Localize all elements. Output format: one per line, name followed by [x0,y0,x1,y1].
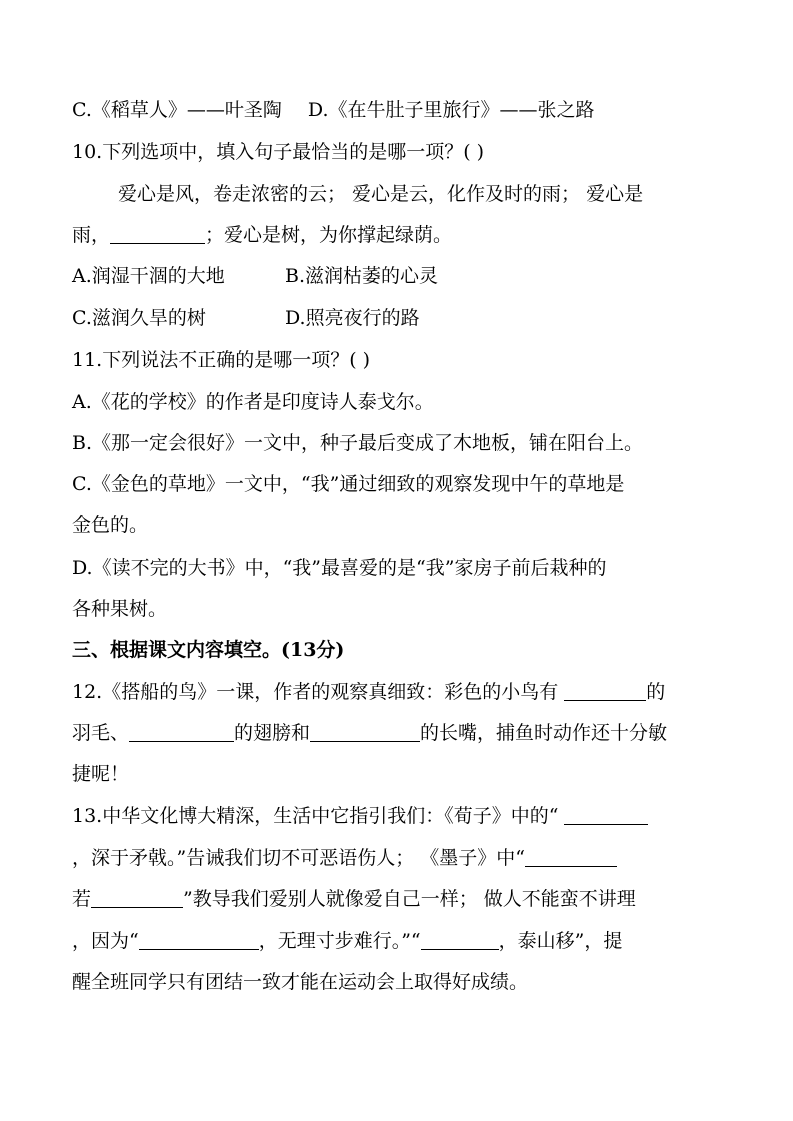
q9-option-c: C.《稻草人》——叶圣陶 [72,99,282,121]
q12-line2-b: 的翅膀和 [234,722,311,744]
q11-option-b: B.《那一定会很好》一文中，种子最后变成了木地板，铺在阳台上。 [72,432,644,454]
q13-line3-a: 若 [72,888,92,910]
section3-heading: 三、根据课文内容填空。(13分) [72,639,345,661]
q13-blank-5[interactable] [421,931,499,950]
q13-blank-3[interactable] [91,889,183,908]
q13-blank-1[interactable] [564,806,648,825]
q11-option-d-line1: D.《读不完的大书》中，“我”最喜爱的是“我”家房子前后栽种的 [72,557,607,579]
q12-line1-a: 12.《搭船的鸟》一课，作者的观察真细致：彩色的小鸟有 [72,681,559,703]
q10-option-a: A.润湿干涸的大地 [72,265,225,287]
q13-line1-a: 13.中华文化博大精深，生活中它指引我们：《荀子》中的“ [72,805,559,827]
q13-line5: 醒全班同学只有团结一致才能在运动会上取得好成绩。 [72,971,529,993]
q12-line1-b: 的 [646,681,666,703]
q9-options-cd [72,98,595,122]
q11-stem: 11.下列说法不正确的是哪一项？( ) [72,349,371,371]
q12-line2-a: 羽毛、 [72,722,130,744]
q11-option-c-line2: 金色的。 [72,514,149,536]
q10-option-b: B.滋润枯萎的心灵 [285,265,439,287]
q10-option-d: D.照亮夜行的路 [285,307,420,329]
q10-passage-line2-b: ；爱心是树，为你撑起绿荫。 [205,224,453,246]
q10-passage-line1: 爱心是风，卷走浓密的云； 爱心是云，化作及时的雨； 爱心是 [118,183,644,205]
q13-blank-4[interactable] [139,931,259,950]
q10-stem: 10.下列选项中，填入句子最恰当的是哪一项？( ) [72,141,485,163]
q10-option-c: C.滋润久旱的树 [72,307,206,329]
q10-passage-line2-a: 雨， [72,224,111,246]
q11-option-d-line2: 各种果树。 [72,598,168,620]
q12-blank-2[interactable] [129,723,234,742]
q13-line2-text: ，深于矛戟。”告诫我们切不可恶语伤人； 《墨子》中“ [72,847,525,869]
q12-line1 [72,680,665,704]
q13-line3 [72,887,636,911]
q11-option-a: A.《花的学校》的作者是印度诗人泰戈尔。 [72,391,434,413]
q12-blank-3[interactable] [310,723,420,742]
q10-passage-line2 [72,223,452,247]
q13-line4-a: ，因为“ [72,930,139,952]
q13-line3-b: ”教导我们爱别人就像爱自己一样； 做人不能蛮不讲理 [183,888,636,910]
q13-line1 [72,804,648,828]
q13-blank-2[interactable] [525,848,617,867]
q12-line2-c: 的长嘴，捕鱼时动作还十分敏 [420,722,668,744]
q10-fill-blank[interactable] [110,225,205,244]
q13-line2 [72,846,617,870]
q13-line4-c: ，泰山移”，提 [498,930,623,952]
q12-line2 [72,721,667,745]
q11-option-c-line1: C.《金色的草地》一文中，“我”通过细致的观察发现中午的草地是 [72,473,625,495]
q12-line3: 捷呢！ [72,763,130,785]
q9-option-d: D.《在牛肚子里旅行》——张之路 [307,99,595,121]
q13-line4-b: ，无理寸步难行。”“ [258,930,421,952]
q13-line4 [72,929,622,953]
q12-blank-1[interactable] [564,682,646,701]
